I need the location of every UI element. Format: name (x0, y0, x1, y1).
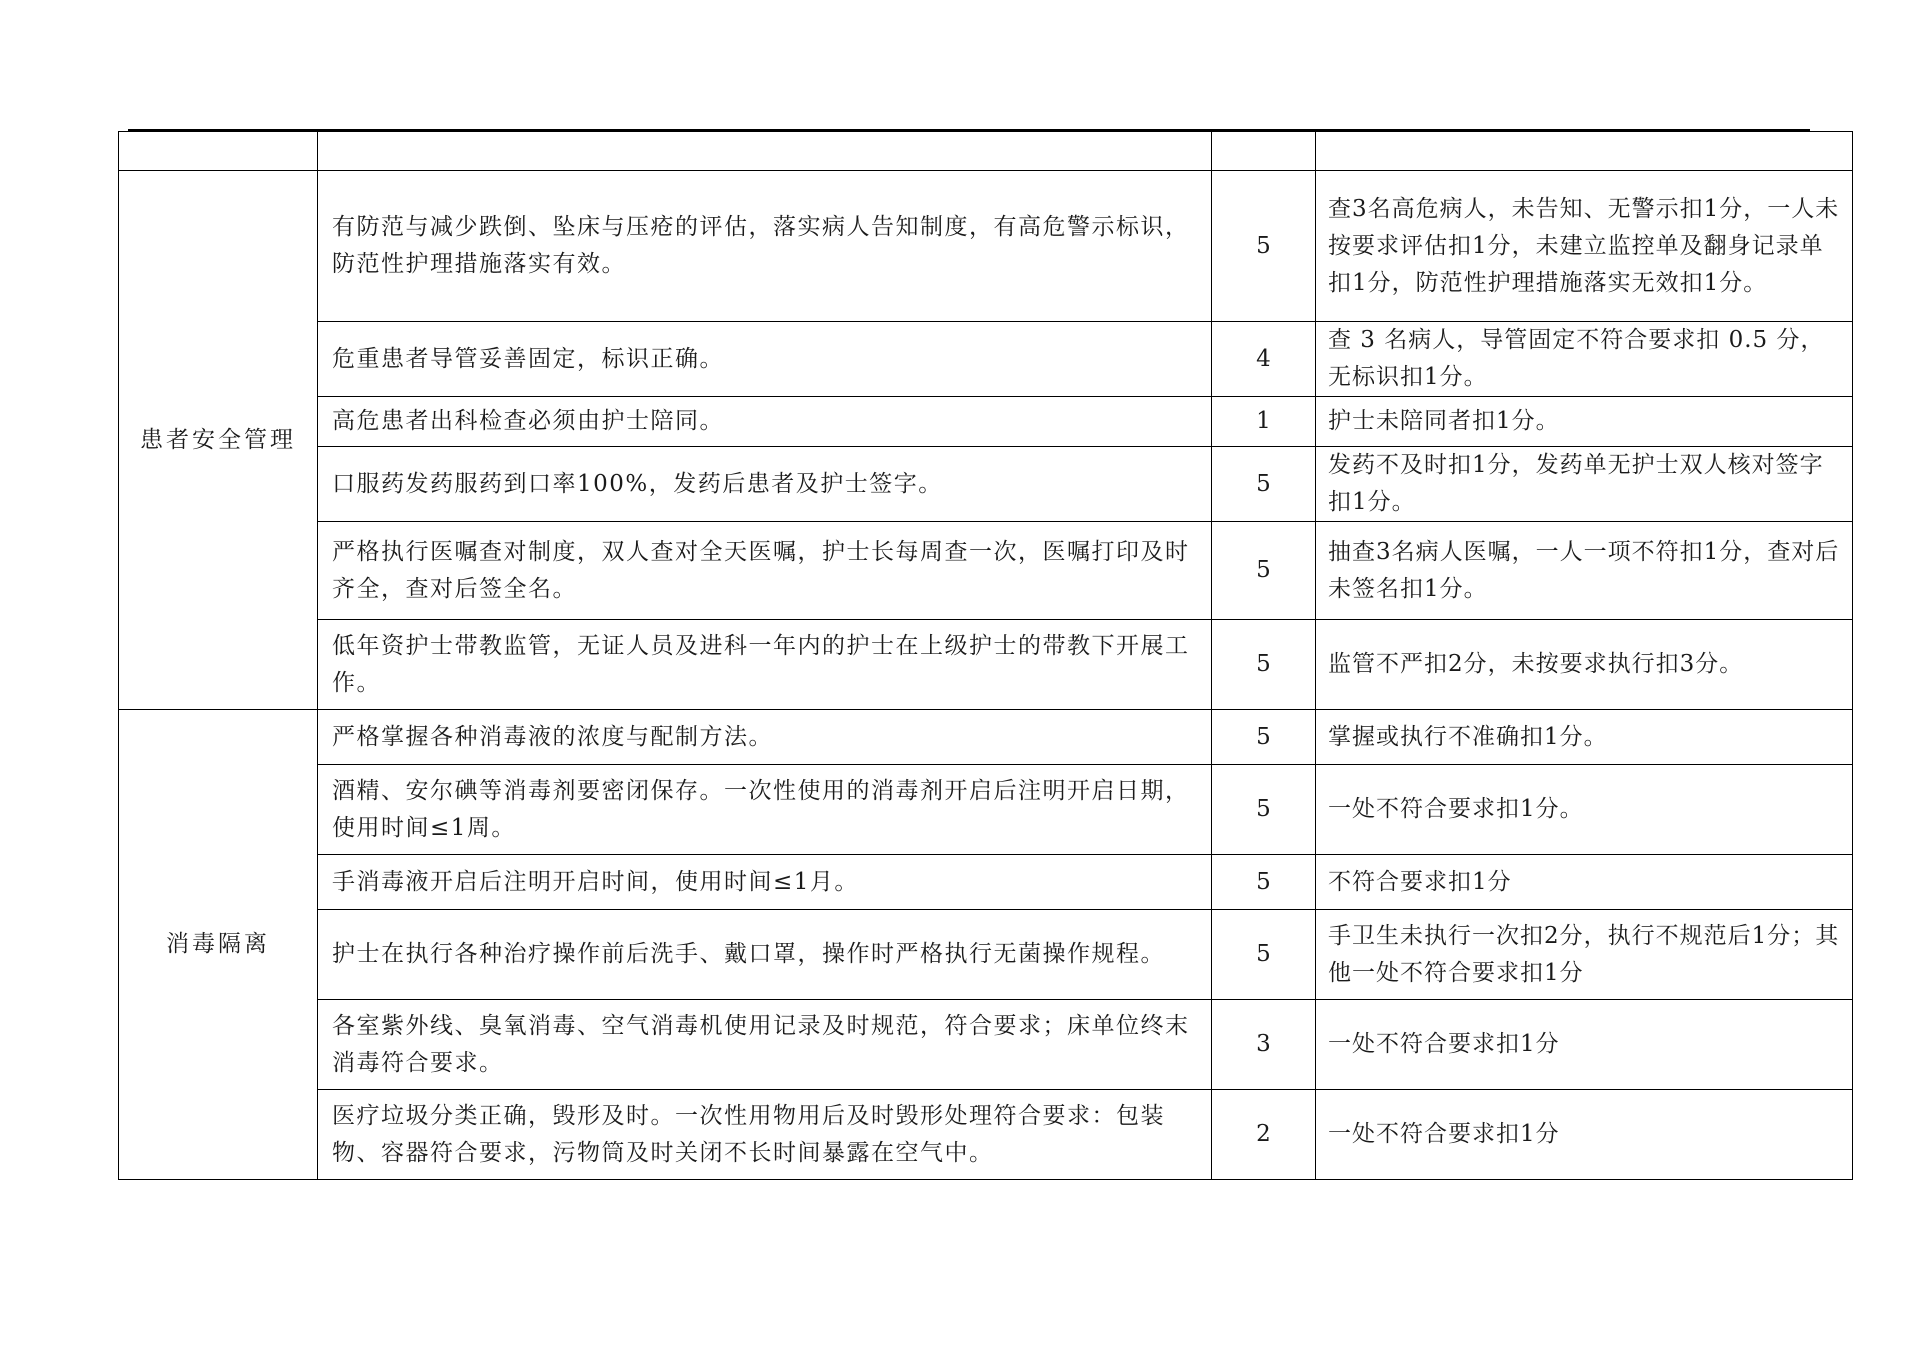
header-cell (119, 132, 318, 171)
table-row (119, 855, 1853, 910)
category-cell: 患者安全管理 (119, 171, 318, 710)
deduction-cell: 监管不严扣2分，未按要求执行扣3分。 (1316, 620, 1853, 710)
requirement-cell: 口服药发药服药到口率100%，发药后患者及护士签字。 (318, 447, 1212, 522)
deduction-cell: 不符合要求扣1分 (1316, 855, 1853, 910)
deduction-cell: 一处不符合要求扣1分。 (1316, 765, 1853, 855)
requirement-cell: 低年资护士带教监管，无证人员及进科一年内的护士在上级护士的带教下开展工作。 (318, 620, 1212, 710)
requirement-cell: 酒精、安尔碘等消毒剂要密闭保存。一次性使用的消毒剂开启后注明开启日期，使用时间≤1周。 (318, 765, 1212, 855)
table-row (119, 620, 1853, 710)
header-cell (318, 132, 1212, 171)
deduction-cell: 护士未陪同者扣1分。 (1316, 397, 1853, 447)
scoring-table (118, 131, 1853, 1180)
deduction-cell: 查3名高危病人，未告知、无警示扣1分，一人未按要求评估扣1分，未建立监控单及翻身记录单扣1分，防范性护理措施落实无效扣1分。 (1316, 171, 1853, 322)
deduction-cell: 一处不符合要求扣1分 (1316, 1000, 1853, 1090)
table-row (119, 322, 1853, 397)
deduction-cell: 一处不符合要求扣1分 (1316, 1090, 1853, 1180)
table-header-row (119, 132, 1853, 171)
score-cell: 5 (1212, 171, 1316, 322)
header-cell (1316, 132, 1853, 171)
requirement-cell: 有防范与减少跌倒、坠床与压疮的评估，落实病人告知制度，有高危警示标识，防范性护理措施落实有效。 (318, 171, 1212, 322)
requirement-cell: 各室紫外线、臭氧消毒、空气消毒机使用记录及时规范，符合要求；床单位终末消毒符合要求。 (318, 1000, 1212, 1090)
score-cell: 5 (1212, 910, 1316, 1000)
requirement-cell: 手消毒液开启后注明开启时间，使用时间≤1月。 (318, 855, 1212, 910)
deduction-cell: 手卫生未执行一次扣2分，执行不规范后1分；其他一处不符合要求扣1分 (1316, 910, 1853, 1000)
table-row (119, 171, 1853, 322)
requirement-cell: 严格执行医嘱查对制度，双人查对全天医嘱，护士长每周查一次，医嘱打印及时齐全，查对后签全名。 (318, 522, 1212, 620)
score-cell: 1 (1212, 397, 1316, 447)
category-cell: 消毒隔离 (119, 710, 318, 1180)
table-row (119, 522, 1853, 620)
score-cell: 4 (1212, 322, 1316, 397)
table-row (119, 765, 1853, 855)
requirement-cell: 护士在执行各种治疗操作前后洗手、戴口罩，操作时严格执行无菌操作规程。 (318, 910, 1212, 1000)
score-cell: 3 (1212, 1000, 1316, 1090)
deduction-cell: 抽查3名病人医嘱，一人一项不符扣1分，查对后未签名扣1分。 (1316, 522, 1853, 620)
header-cell (1212, 132, 1316, 171)
score-cell: 2 (1212, 1090, 1316, 1180)
deduction-cell: 查 3 名病人，导管固定不符合要求扣 0.5 分，无标识扣1分。 (1316, 322, 1853, 397)
table-row (119, 397, 1853, 447)
table-row (119, 910, 1853, 1000)
requirement-cell: 高危患者出科检查必须由护士陪同。 (318, 397, 1212, 447)
score-cell: 5 (1212, 447, 1316, 522)
score-cell: 5 (1212, 522, 1316, 620)
score-cell: 5 (1212, 710, 1316, 765)
table-row (119, 1090, 1853, 1180)
score-cell: 5 (1212, 765, 1316, 855)
requirement-cell: 医疗垃圾分类正确，毁形及时。一次性用物用后及时毁形处理符合要求：包装物、容器符合要求，污物筒及时关闭不长时间暴露在空气中。 (318, 1090, 1212, 1180)
requirement-cell: 严格掌握各种消毒液的浓度与配制方法。 (318, 710, 1212, 765)
table-row (119, 710, 1853, 765)
score-cell: 5 (1212, 620, 1316, 710)
table-row (119, 447, 1853, 522)
deduction-cell: 发药不及时扣1分，发药单无护士双人核对签字扣1分。 (1316, 447, 1853, 522)
table-row (119, 1000, 1853, 1090)
score-cell: 5 (1212, 855, 1316, 910)
requirement-cell: 危重患者导管妥善固定，标识正确。 (318, 322, 1212, 397)
deduction-cell: 掌握或执行不准确扣1分。 (1316, 710, 1853, 765)
